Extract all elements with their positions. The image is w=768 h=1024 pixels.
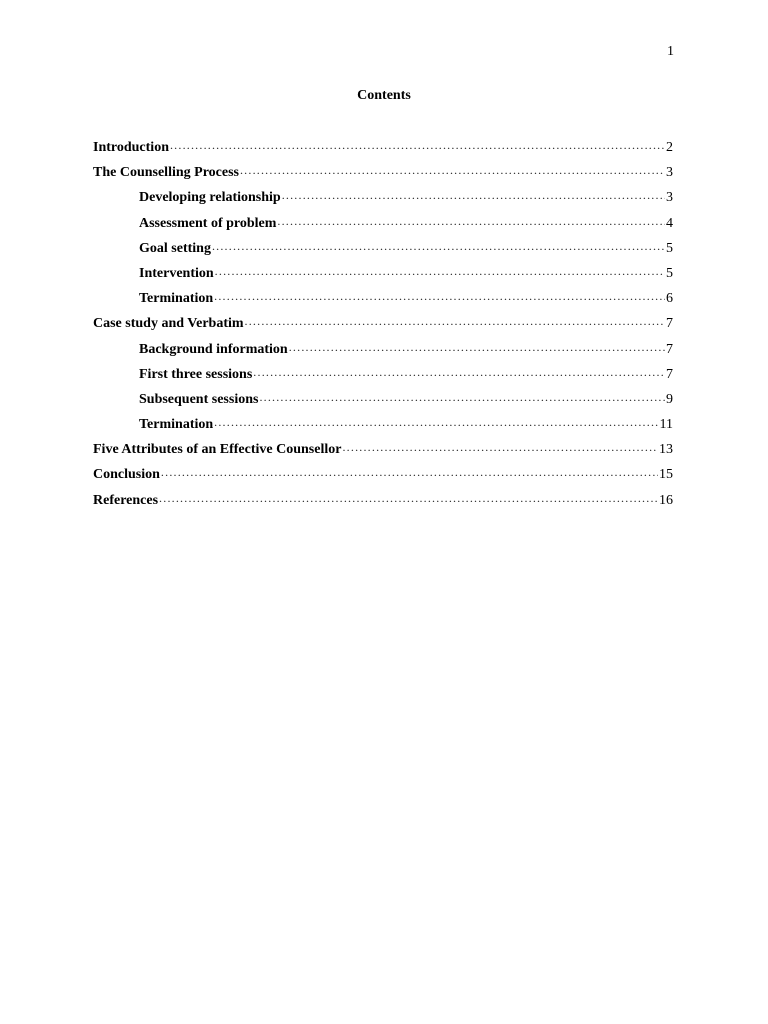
toc-entry-conclusion[interactable] [93,464,673,489]
toc-entry-introduction[interactable] [93,137,673,162]
toc-dot-leader [215,263,665,277]
toc-entry-label: Goal setting [139,240,211,256]
toc-dot-leader [289,339,665,353]
toc-entry-page: 9 [666,391,673,407]
toc-entry-assessment-of-problem[interactable] [93,213,673,238]
toc-entry-page: 13 [659,442,673,458]
toc-dot-leader [253,364,665,378]
toc-entry-page: 7 [666,366,673,382]
toc-entry-label: Termination [139,417,214,433]
toc-entry-label: The Counselling Process [93,165,239,181]
toc-entry-page: 16 [659,492,673,508]
table-of-contents [93,137,673,515]
toc-entry-subsequent-sessions[interactable] [93,389,673,414]
toc-dot-leader [277,213,665,227]
toc-entry-termination[interactable] [93,288,673,313]
toc-dot-leader [170,137,665,151]
toc-entry-page: 2 [666,140,673,155]
toc-entry-page: 4 [666,215,673,231]
toc-entry-label: Background information [139,341,288,357]
toc-entry-label: Termination [139,291,214,307]
page-title: Contents [357,88,411,103]
toc-entry-five-attributes[interactable] [93,439,673,464]
toc-entry-label: Intervention [139,265,214,281]
toc-dot-leader [342,439,658,453]
toc-entry-goal-setting[interactable] [93,238,673,263]
toc-entry-counselling-process[interactable] [93,162,673,187]
toc-entry-page: 7 [666,316,673,332]
toc-entry-page: 5 [666,240,673,256]
toc-entry-page: 7 [666,341,673,357]
toc-entry-page: 3 [666,190,673,206]
toc-dot-leader [259,389,665,403]
toc-entry-label: Developing relationship [139,190,281,206]
toc-dot-leader [282,187,665,201]
toc-entry-page: 11 [659,417,673,433]
toc-dot-leader [245,313,665,327]
toc-entry-intervention[interactable] [93,263,673,288]
toc-entry-label: Conclusion [93,467,160,483]
toc-entry-developing-relationship[interactable] [93,187,673,212]
toc-entry-label: References [93,492,159,508]
toc-dot-leader [159,490,658,504]
toc-entry-page: 15 [659,467,673,483]
toc-entry-background-information[interactable] [93,339,673,364]
toc-dot-leader [214,414,658,428]
toc-entry-references[interactable] [93,490,673,515]
toc-entry-label: Case study and Verbatim [93,316,244,332]
toc-dot-leader [161,464,658,478]
toc-entry-case-study[interactable] [93,313,673,338]
toc-entry-label: Five Attributes of an Effective Counsellor [93,442,342,458]
toc-entry-page: 6 [666,291,673,307]
toc-entry-label: First three sessions [139,366,253,382]
toc-entry-label: Subsequent sessions [139,391,259,407]
toc-entry-label: Introduction [93,140,169,155]
toc-entry-label: Assessment of problem [139,215,277,231]
toc-dot-leader [240,162,665,176]
toc-entry-page: 5 [666,265,673,281]
toc-dot-leader [212,238,665,252]
toc-entry-first-three-sessions[interactable] [93,364,673,389]
toc-entry-page: 3 [666,165,673,181]
page-number: 1 [667,44,674,59]
toc-dot-leader [214,288,665,302]
toc-entry-termination-case[interactable] [93,414,673,439]
